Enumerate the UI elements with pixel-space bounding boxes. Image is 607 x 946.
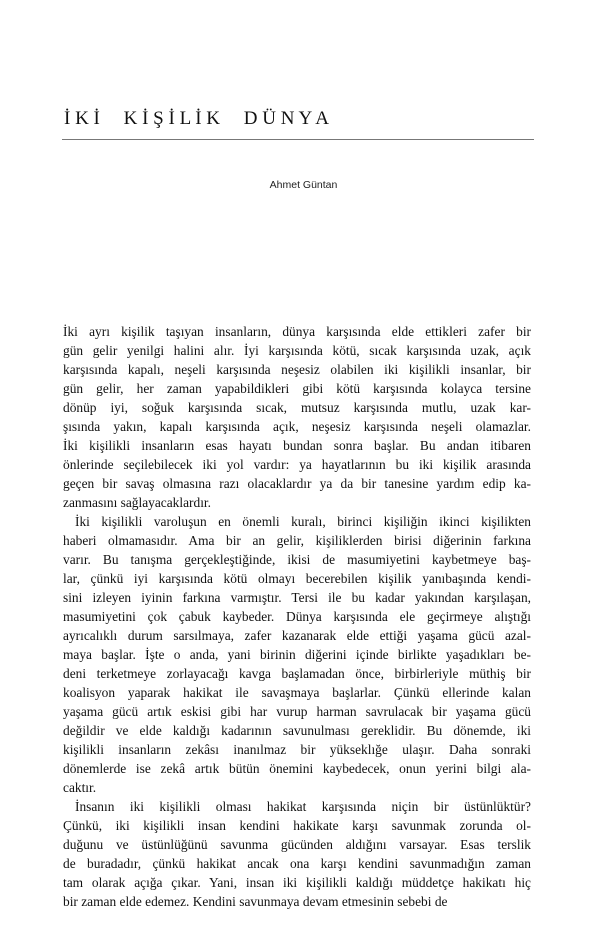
paragraph-line: lar, çünkü iyi karşısında kötü olmayı becerebilen kişilik yanıbaşında kendi- [63, 571, 531, 586]
paragraph-line: dönüp iyi, soğuk karşısında sıcak, mutsuz karşısında mutlu, uzak kar- [63, 400, 531, 415]
paragraph-line: değildir ve elde kaldığı kadarının savunulması gereklidir. Bu dönemde, iki [63, 723, 531, 738]
paragraph-line: Çünkü, iki kişilikli insan kendini hakikate karşı savunmak zorunda ol- [63, 818, 531, 833]
paragraph-line: masumiyetini çok çabuk kaybeder. Dünya karşısında ele geçirmeye alıştığı [63, 609, 531, 624]
paragraph-line: bir zaman elde edemez. Kendini savunmaya devam etmesinin sebebi de [63, 894, 448, 909]
paragraph-line: de buradadır, çünkü hakikat ancak ona karşı kendini savunmadığın zaman [63, 856, 531, 871]
article-body [63, 322, 531, 911]
paragraph-line: İnsanın iki kişilikli olması hakikat karşısında niçin bir üstünlüktür? [75, 799, 531, 814]
paragraph-line: gün gelir, her zaman yapabildikleri gibi kötü karşısında kolayca tersine [63, 381, 531, 396]
paragraph-line: kişilikli insanların zekâsı inanılmaz bir yükseklığe ulaşır. Daha sonraki [63, 742, 531, 757]
paragraph-line: haberi olmamasıdır. Ama bir an gelir, kişiliklerden birisi diğerinin farkına [63, 533, 531, 548]
paragraph-line: geçen bir savaş olmasına razı olacaklardır ya da bir tanesine yardım edip ka- [63, 476, 531, 491]
paragraph-line: karşısında kapalı, neşeli karşısında neşesiz olabilen iki kişilikli insanlar, bir [63, 362, 531, 377]
paragraph-line: sini izleyen iyinin farkına varmıştır. Tersi ile bu kadar yakından karşılaşan, [63, 590, 531, 605]
paragraph-line: İki ayrı kişilik taşıyan insanların, dünya karşısında elde ettikleri zafer bir [63, 324, 531, 339]
author-name: Ahmet Güntan [269, 179, 338, 191]
paragraph-line: şısında yakın, kapalı karşısında açık, neşesiz karşısında neşeli olamazlar. [63, 419, 531, 434]
paragraph [63, 797, 531, 911]
paragraph-line: İki kişilikli insanların esas hayatı bundan sonra başlar. Bu andan itibaren [63, 438, 531, 453]
paragraph-line: deni terketmeye zorlayacağı kavga başlamadan önce, birbirleriyle müthiş bir [63, 666, 531, 681]
paragraph-line: İki kişilikli varoluşun en önemli kuralı, birinci kişiliğin ikinci kişilikten [75, 514, 531, 529]
paragraph-line: koalisyon yaparak hakikat ile savaşmaya başlarlar. Çünkü ellerinde kalan [63, 685, 531, 700]
paragraph-line: gün gelir yenilgi halini alır. İyi karşısında kötü, sıcak karşısında uzak, açık [63, 343, 531, 358]
paragraph [63, 512, 531, 797]
running-title: İ K İ K İ Ş İ L İ K D Ü N Y A [64, 108, 329, 129]
paragraph [63, 322, 531, 512]
paragraph-line: tam olarak açığa çıkar. Yani, insan iki kişilikli kaldığı müddetçe hakikatı hiç [63, 875, 531, 890]
paragraph-line: caktır. [63, 780, 97, 795]
paragraph-line: yaşama gücü artık eskisi gibi har vurup harman savrulacak bir yaşama gücü [63, 704, 531, 719]
paragraph-line: duğunu ve üstünlüğünü savunma gücünden aldığını varsayar. Esas terslik [63, 837, 531, 852]
paragraph-line: önlerinde seçilebilecek iki yol vardır: ya hayatlarının bu iki kişilik arasında [63, 457, 531, 472]
paragraph-line: ayrıcalıklı durum sarsılmaya, zafer kazanarak elde ettiği yaşama gücü azal- [63, 628, 531, 643]
paragraph-line: varır. Bu tanışma gerçekleştiğinde, ikisi de masumiyetini kaybetmeye baş- [63, 552, 531, 567]
paragraph-line: dönemlerde ise zekâ artık bütün önemini kaybedecek, onun yerini bilgi ala- [63, 761, 531, 776]
paragraph-line: maya başlar. İşte o anda, yani birinin diğerini içinde birlikte yaşadıkları be- [63, 647, 531, 662]
title-divider [62, 139, 534, 140]
paragraph-line: zanmasını sağlayacaklardır. [63, 495, 211, 510]
